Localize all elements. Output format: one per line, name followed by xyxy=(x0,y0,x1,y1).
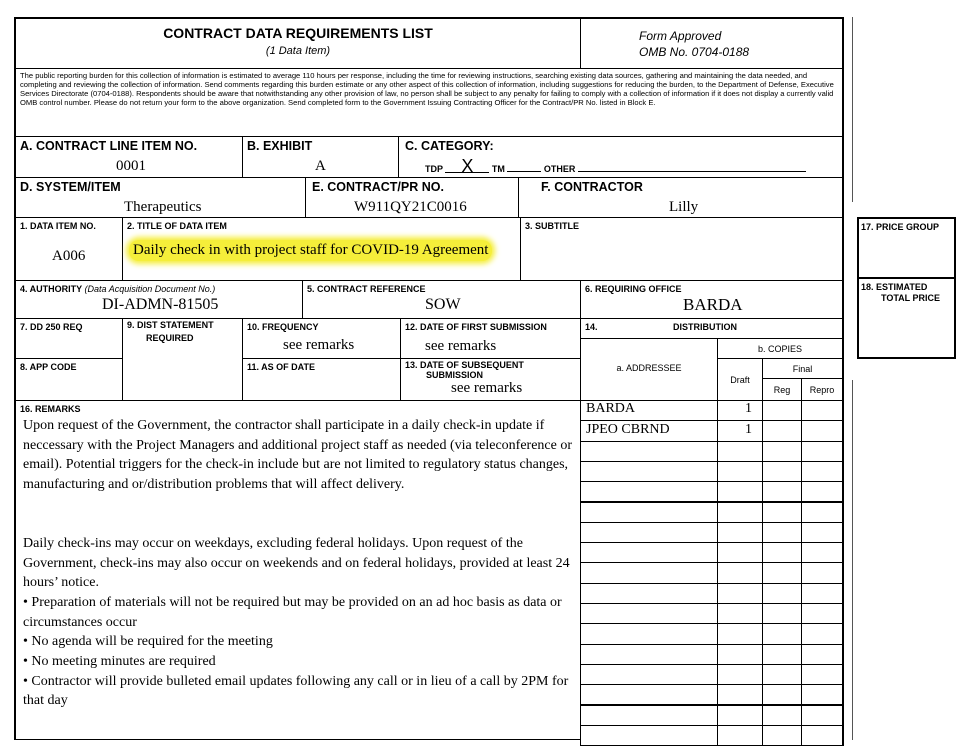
title-box xyxy=(14,17,581,69)
distribution-cell[interactable] xyxy=(717,522,763,543)
field-3 xyxy=(520,217,844,281)
distribution-cell[interactable] xyxy=(717,725,763,746)
addressee-2[interactable]: JPEO CBRND xyxy=(586,422,670,437)
distribution-cell[interactable] xyxy=(762,461,802,482)
distribution-cell[interactable] xyxy=(801,441,844,462)
remarks-bullet: • No meeting minutes are required xyxy=(23,654,216,670)
field-b xyxy=(242,136,399,178)
label: A. CONTRACT LINE ITEM NO. xyxy=(20,139,198,153)
addressee-header xyxy=(580,338,718,401)
contractor-value[interactable]: Lilly xyxy=(669,199,699,215)
remarks-paragraph: Daily check-ins may occur on weekdays, excluding federal holidays. Upon request of the Government, check-ins may also occur on weekends and on federal holidays, provided at least 24 hours’ notice. xyxy=(23,535,570,591)
label: Draft xyxy=(730,375,750,385)
remarks-bullet: • No agenda will be required for the meeting xyxy=(23,634,273,650)
distribution-cell[interactable] xyxy=(762,562,802,583)
distribution-cell[interactable] xyxy=(717,623,763,644)
remarks-paragraph: Upon request of the Government, the contractor shall participate in a daily check-in update if neccessary with the Project Managers and additional project staff as needed (via teleconference or email). Potential triggers for the check-in include but are not limited to regulatory status changes, manufacturing and or/distribution problems that will affect delivery. xyxy=(23,418,573,493)
label: F. CONTRACTOR xyxy=(541,180,643,194)
distribution-cell[interactable] xyxy=(717,400,763,421)
margin-line xyxy=(852,380,853,740)
label: 1. DATA ITEM NO. xyxy=(20,221,96,231)
distribution-cell[interactable] xyxy=(580,664,718,685)
distribution-cell[interactable] xyxy=(580,441,718,462)
distribution-cell[interactable] xyxy=(762,644,802,665)
clin-value[interactable]: 0001 xyxy=(116,158,146,174)
frequency-value[interactable]: see remarks xyxy=(283,337,355,353)
distribution-cell[interactable] xyxy=(580,542,718,563)
distribution-cell[interactable] xyxy=(762,481,802,502)
distribution-cell[interactable] xyxy=(762,502,802,523)
final-header xyxy=(762,358,844,379)
distribution-cell[interactable] xyxy=(801,481,844,502)
distribution-cell[interactable] xyxy=(801,603,844,624)
field-e xyxy=(305,177,519,218)
draft-copies-1[interactable]: 1 xyxy=(745,401,752,416)
distribution-cell[interactable] xyxy=(580,644,718,665)
field-6 xyxy=(580,280,844,319)
subsequent-submission-value[interactable]: see remarks xyxy=(451,380,523,396)
label: 18. ESTIMATED xyxy=(861,282,928,292)
label: Repro xyxy=(809,385,835,395)
label: D. SYSTEM/ITEM xyxy=(20,180,121,194)
form-subtitle: (1 Data Item) xyxy=(265,45,331,57)
label: b. COPIES xyxy=(757,344,802,354)
contract-number-value[interactable]: W911QY21C0016 xyxy=(354,199,467,215)
distribution-cell[interactable] xyxy=(580,522,718,543)
remarks-bullet: • Contractor will provide bulleted email updates following any call or in lieu of a call by 2PM for that day xyxy=(23,673,569,709)
distribution-cell[interactable] xyxy=(580,684,718,705)
distribution-cell[interactable] xyxy=(762,522,802,543)
label: 11. AS OF DATE xyxy=(247,362,316,372)
field-a xyxy=(14,136,243,178)
distribution-cell[interactable] xyxy=(717,542,763,563)
distribution-cell[interactable] xyxy=(801,420,844,441)
label: a. ADDRESSEE xyxy=(616,363,682,373)
distribution-cell[interactable] xyxy=(762,684,802,705)
label: REQUIRED xyxy=(146,333,194,343)
field-8 xyxy=(14,358,123,401)
field-4 xyxy=(14,280,303,319)
exhibit-value[interactable]: A xyxy=(315,158,326,174)
burden-notice: The public reporting burden for this collection of information is estimated to average 110 hours per response, including the time for reviewing instructions, searching existing data sources, gathering and maintaining the data needed, and completing and reviewing the collection of information. Send comments regarding this burden estimate or any other aspect of this collection of information, including suggestions for reducing the burden, to the Department of Defense, Executive Services Directorate (0704-0188). Respondents should be aware that notwithstanding any other provision of law, no person shall be subject to any penalty for failing to comply with a collection of information if it does not display a currently valid OMB control number. Please do not return your form to the above organization. Send completed form to the Government Issuing Contracting Officer for the Contract/PR No. listed in Block E. xyxy=(20,71,834,107)
distribution-cell[interactable] xyxy=(801,725,844,746)
copies-header xyxy=(717,338,844,359)
distribution-cell[interactable] xyxy=(801,562,844,583)
distribution-cell[interactable] xyxy=(801,684,844,705)
distribution-cell[interactable] xyxy=(801,705,844,726)
margin-line xyxy=(852,17,853,202)
field-12 xyxy=(400,318,581,359)
distribution-cell[interactable] xyxy=(717,481,763,502)
system-value[interactable]: Therapeutics xyxy=(124,199,202,215)
label: 2. TITLE OF DATA ITEM xyxy=(127,221,227,231)
distribution-cell[interactable] xyxy=(801,400,844,421)
distribution-cell[interactable] xyxy=(762,664,802,685)
distribution-cell[interactable] xyxy=(580,725,718,746)
label: 13. DATE OF SUBSEQUENT xyxy=(405,360,524,370)
tdp-checkmark[interactable]: X xyxy=(445,160,489,173)
field-9 xyxy=(122,318,243,401)
distribution-cell[interactable] xyxy=(762,420,802,441)
distribution-cell[interactable] xyxy=(580,583,718,604)
label: 12. DATE OF FIRST SUBMISSION xyxy=(405,322,547,332)
tm-field[interactable] xyxy=(507,171,541,172)
field-11 xyxy=(242,358,401,401)
label: 10. FREQUENCY xyxy=(247,322,319,332)
distribution-cell[interactable] xyxy=(580,502,718,523)
label: 7. DD 250 REQ xyxy=(20,322,83,332)
label: B. EXHIBIT xyxy=(247,139,313,153)
field-13 xyxy=(400,358,581,401)
label: 4. AUTHORITY xyxy=(20,284,83,294)
label: 14. xyxy=(585,322,598,332)
label: E. CONTRACT/PR NO. xyxy=(312,180,444,194)
field-5 xyxy=(302,280,581,319)
distribution-cell[interactable] xyxy=(801,664,844,685)
field-7 xyxy=(14,318,123,359)
field-2 xyxy=(122,217,521,281)
draft-header xyxy=(717,358,763,401)
distribution-cell[interactable] xyxy=(762,623,802,644)
label: 5. CONTRACT REFERENCE xyxy=(307,284,426,294)
distribution-cell[interactable] xyxy=(580,461,718,482)
distribution-cell[interactable] xyxy=(717,441,763,462)
distribution-header xyxy=(580,318,844,339)
label: 9. DIST STATEMENT xyxy=(127,320,214,330)
authority-value[interactable]: DI-ADMN-81505 xyxy=(102,296,219,313)
distribution-cell[interactable] xyxy=(717,461,763,482)
addressee-1[interactable]: BARDA xyxy=(586,401,636,416)
contract-reference-value[interactable]: SOW xyxy=(425,296,461,313)
distribution-cell[interactable] xyxy=(801,583,844,604)
tdp-label: TDP xyxy=(425,164,443,174)
distribution-cell[interactable] xyxy=(717,502,763,523)
other-label: OTHER xyxy=(543,164,576,174)
distribution-cell[interactable] xyxy=(580,623,718,644)
label: Reg xyxy=(773,385,791,395)
field-f xyxy=(518,177,844,218)
field-d xyxy=(14,177,306,218)
distribution-cell[interactable] xyxy=(717,644,763,665)
distribution-cell[interactable] xyxy=(717,562,763,583)
data-item-no-value[interactable]: A006 xyxy=(52,248,86,264)
distribution-cell[interactable] xyxy=(762,441,802,462)
draft-copies-2[interactable]: 1 xyxy=(745,422,752,437)
distribution-cell[interactable] xyxy=(717,664,763,685)
label-note: (Data Acquisition Document No.) xyxy=(84,284,216,294)
omb-box xyxy=(580,17,844,69)
distribution-cell[interactable] xyxy=(801,623,844,644)
field-c xyxy=(398,136,844,178)
title-value[interactable]: Daily check in with project staff for COVID-19 Agreement xyxy=(129,240,492,261)
distribution-cell[interactable] xyxy=(801,461,844,482)
label: 6. REQUIRING OFFICE xyxy=(585,284,682,294)
distribution-cell[interactable] xyxy=(717,583,763,604)
distribution-cell[interactable] xyxy=(717,684,763,705)
distribution-cell[interactable] xyxy=(762,705,802,726)
field-1 xyxy=(14,217,123,281)
field-18 xyxy=(857,277,956,359)
label: 3. SUBTITLE xyxy=(525,221,580,231)
distribution-cell[interactable] xyxy=(801,542,844,563)
reg-header xyxy=(762,378,802,401)
distribution-cell[interactable] xyxy=(717,705,763,726)
label: TOTAL PRICE xyxy=(881,293,941,303)
label: DISTRIBUTION xyxy=(673,322,737,332)
label: 8. APP CODE xyxy=(20,362,77,372)
distribution-cell[interactable] xyxy=(762,542,802,563)
omb-number: OMB No. 0704-0188 xyxy=(639,45,750,59)
remarks-bullet: • Preparation of materials will not be required but may be provided on an ad hoc basis as data or circumstances occur xyxy=(23,594,562,630)
remarks-text[interactable] xyxy=(23,416,578,711)
other-field[interactable] xyxy=(578,171,806,172)
distribution-cell[interactable] xyxy=(580,562,718,583)
requiring-office-value[interactable]: BARDA xyxy=(683,295,743,314)
distribution-cell[interactable] xyxy=(580,481,718,502)
form-title: CONTRACT DATA REQUIREMENTS LIST xyxy=(163,25,433,41)
distribution-cell[interactable] xyxy=(762,583,802,604)
distribution-cell[interactable] xyxy=(580,705,718,726)
form-approved: Form Approved xyxy=(639,29,722,43)
label: C. CATEGORY: xyxy=(405,139,494,153)
category-options xyxy=(425,156,806,176)
notice-box xyxy=(14,68,844,137)
distribution-cell[interactable] xyxy=(580,603,718,624)
distribution-cell[interactable] xyxy=(762,725,802,746)
distribution-cell[interactable] xyxy=(801,522,844,543)
field-17 xyxy=(857,217,956,279)
label: SUBMISSION xyxy=(426,370,484,380)
field-10 xyxy=(242,318,401,359)
distribution-cell[interactable] xyxy=(801,644,844,665)
distribution-cell[interactable] xyxy=(801,502,844,523)
label: Final xyxy=(792,364,813,374)
distribution-cell[interactable] xyxy=(717,420,763,441)
repro-header xyxy=(801,378,844,401)
distribution-cell[interactable] xyxy=(762,400,802,421)
label: 16. REMARKS xyxy=(20,404,81,414)
tm-label: TM xyxy=(491,164,505,174)
first-submission-value[interactable]: see remarks xyxy=(425,338,497,354)
label: 17. PRICE GROUP xyxy=(861,222,940,232)
distribution-cell[interactable] xyxy=(717,603,763,624)
distribution-cell[interactable] xyxy=(762,603,802,624)
